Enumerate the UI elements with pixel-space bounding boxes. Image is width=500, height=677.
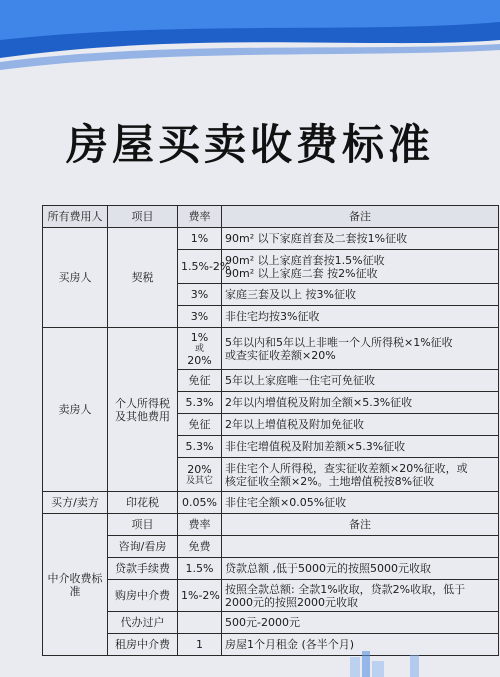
note-cell: 非住宅增值税及附加差额×5.3%征收 — [222, 436, 499, 458]
stamp-item: 印花税 — [108, 492, 178, 514]
rate-cell: 1%-2% — [178, 580, 222, 612]
agency-header-rate: 费率 — [178, 514, 222, 536]
seller-item-line: 个人所得税 — [115, 396, 170, 410]
rate-cell: 3% — [178, 306, 222, 328]
note-cell — [222, 250, 499, 284]
note-line: 2000元的按照2000元收取 — [225, 595, 358, 609]
agency-item: 代办过户 — [108, 612, 178, 634]
table-row — [43, 580, 499, 612]
agency-header-item: 项目 — [108, 514, 178, 536]
table-row — [43, 558, 499, 580]
note-line: 非住宅个人所得税，查实征收差额×20%征收，或 — [225, 461, 468, 475]
seller-item — [108, 328, 178, 492]
agency-item: 购房中介费 — [108, 580, 178, 612]
note-line: 5年以内和5年以上非唯一个人所得税×1%征收 — [225, 335, 453, 349]
rate-cell: 免费 — [178, 536, 222, 558]
note-cell: 非住宅全额×0.05%征收 — [222, 492, 499, 514]
note-cell: 5年以上家庭唯一住宅可免征收 — [222, 370, 499, 392]
note-cell: 500元-2000元 — [222, 612, 499, 634]
note-cell: 2年以上增值税及附加免征收 — [222, 414, 499, 436]
rate-cell: 免征 — [178, 414, 222, 436]
seller-item-line: 及其他费用 — [115, 409, 170, 423]
buyer-item: 契税 — [108, 228, 178, 328]
agency-item: 咨询/看房 — [108, 536, 178, 558]
table-row — [43, 514, 499, 536]
rate-cell: 5.3% — [178, 392, 222, 414]
rate-cell: 0.05% — [178, 492, 222, 514]
note-cell — [222, 328, 499, 370]
rate-line: 20% — [187, 353, 212, 367]
note-cell — [222, 580, 499, 612]
rate-cell: 1% — [178, 228, 222, 250]
note-line: 核定征收全额×2%。土地增值税按8%征收 — [225, 474, 435, 488]
note-line: 或查实征收差额×20% — [225, 348, 336, 362]
rate-cell: 5.3% — [178, 436, 222, 458]
agency-item: 租房中介费 — [108, 634, 178, 656]
stamp-payer: 买方/卖方 — [43, 492, 108, 514]
note-cell: 90m² 以下家庭首套及二套按1%征收 — [222, 228, 499, 250]
table-row — [43, 228, 499, 250]
table-row — [43, 492, 499, 514]
rate-cell — [178, 612, 222, 634]
note-line: 90m² 以上家庭二套 按2%征收 — [225, 266, 378, 280]
note-cell: 家庭三套及以上 按3%征收 — [222, 284, 499, 306]
note-cell: 2年以内增值税及附加全额×5.3%征收 — [222, 392, 499, 414]
page-title: 房屋买卖收费标准 — [65, 120, 434, 169]
rate-cell: 1 — [178, 634, 222, 656]
note-cell: 房屋1个月租金 (各半个月) — [222, 634, 499, 656]
header-item: 项目 — [108, 206, 178, 228]
buyer-payer: 买房人 — [43, 228, 108, 328]
note-cell: 非住宅均按3%征收 — [222, 306, 499, 328]
rate-cell: 1.5% — [178, 558, 222, 580]
rate-cell — [178, 328, 222, 370]
agency-payer: 中介收费标准 — [43, 514, 108, 656]
seller-payer: 卖房人 — [43, 328, 108, 492]
table-row — [43, 536, 499, 558]
header-note: 备注 — [222, 206, 499, 228]
rate-line: 及其它 — [185, 476, 213, 486]
table-header-row — [43, 206, 499, 228]
agency-header-note: 备注 — [222, 514, 499, 536]
rate-cell: 免征 — [178, 370, 222, 392]
rate-cell: 1.5%-2% — [178, 250, 222, 284]
header-rate: 费率 — [178, 206, 222, 228]
note-cell: 贷款总额 ,低于5000元的按照5000元收取 — [222, 558, 499, 580]
rate-cell — [178, 458, 222, 492]
rate-line: 或 — [194, 343, 204, 354]
agency-item: 贷款手续费 — [108, 558, 178, 580]
note-cell — [222, 536, 499, 558]
table-row — [43, 612, 499, 634]
top-decorative-band — [0, 0, 500, 78]
note-cell — [222, 458, 499, 492]
note-line: 90m² 以上家庭首套按1.5%征收 — [225, 253, 385, 267]
note-line: 按照全款总额: 全款1%收取，贷款2%收取，低于 — [225, 582, 466, 596]
rate-line: 20% — [187, 463, 212, 476]
header-payer: 所有费用人 — [43, 206, 108, 228]
rate-line: 1% — [190, 330, 209, 344]
city-skyline-decoration — [0, 647, 500, 677]
fee-table — [42, 205, 499, 656]
rate-cell: 3% — [178, 284, 222, 306]
table-row — [43, 328, 499, 370]
